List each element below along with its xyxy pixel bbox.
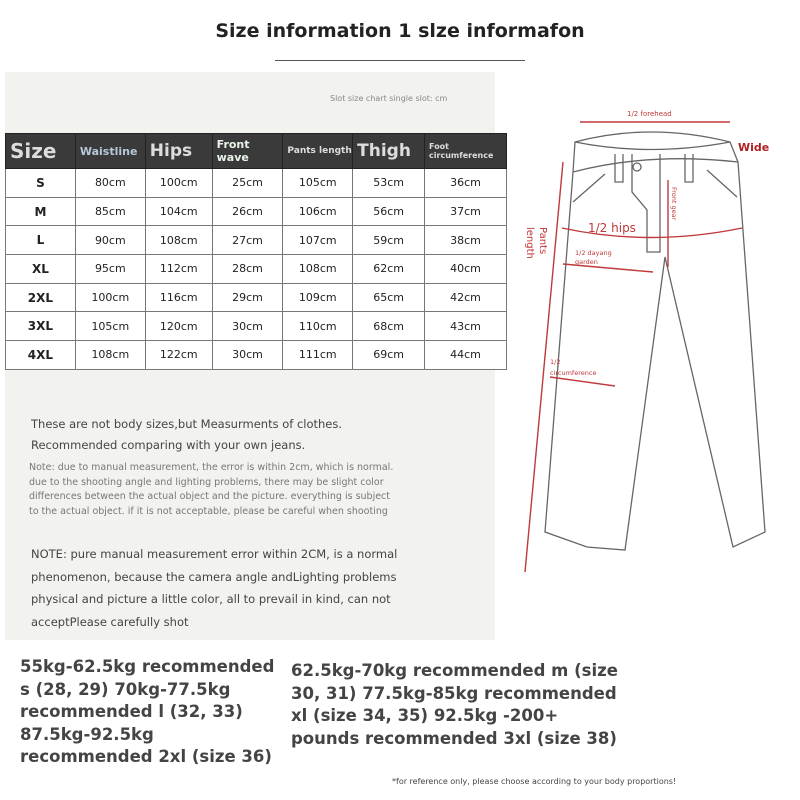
value-cell: 40cm: [425, 255, 507, 284]
size-cell: 4XL: [6, 341, 76, 370]
header-foot-circumference: Foot circumference: [425, 134, 507, 169]
value-cell: 62cm: [353, 255, 425, 284]
value-cell: 42cm: [425, 283, 507, 312]
footnote: *for reference only, please choose according to your body proportions!: [392, 777, 677, 786]
header-pants-length: Pants length: [283, 134, 353, 169]
value-cell: 36cm: [425, 169, 507, 198]
value-cell: 28cm: [212, 255, 283, 284]
value-cell: 26cm: [212, 197, 283, 226]
size-cell: XL: [6, 255, 76, 284]
table-row: [6, 169, 507, 198]
header-waistline: Waistline: [75, 134, 145, 169]
recommendation-right: 62.5kg-70kg recommended m (size 30, 31) 77.5kg-85kg recommended xl (size 34, 35) 92.5kg -200+ pounds recommended 3xl (size 38): [291, 661, 618, 748]
size-cell: L: [6, 226, 76, 255]
label-dayang-1: 1/2 dayang: [575, 249, 612, 257]
label-length: length: [524, 227, 535, 259]
title-divider: [275, 60, 525, 61]
page-title: Size information 1 slze informafon: [215, 20, 585, 42]
value-cell: 105cm: [283, 169, 353, 198]
recommendation-left: 55kg-62.5kg recommended s (28, 29) 70kg-77.5kg recommended l (32, 33) 87.5kg-92.5kg recommended 2xl (size 36): [20, 657, 275, 766]
value-cell: 110cm: [283, 312, 353, 341]
header-thigh: Thigh: [353, 134, 425, 169]
table-row: [6, 312, 507, 341]
english-note: NOTE: pure manual measurement error within 2CM, is a normal phenomenon, because the camera angle andLighting problems physical and picture a little color, all to prevail in kind, can not acceptPlease carefully shot: [31, 547, 398, 629]
value-cell: 100cm: [145, 169, 212, 198]
label-hips: 1/2 hips: [588, 221, 636, 235]
value-cell: 104cm: [145, 197, 212, 226]
size-cell: S: [6, 169, 76, 198]
value-cell: 29cm: [212, 283, 283, 312]
table-row: [6, 197, 507, 226]
value-cell: 80cm: [75, 169, 145, 198]
header-size: Size: [6, 134, 76, 169]
size-table: [5, 133, 507, 370]
value-cell: 95cm: [75, 255, 145, 284]
value-cell: 108cm: [145, 226, 212, 255]
value-cell: 27cm: [212, 226, 283, 255]
header-hips: Hips: [145, 134, 212, 169]
label-front-gear: Front gear: [670, 187, 678, 221]
note-line-2: Recommended comparing with your own jeans.: [31, 438, 306, 452]
value-cell: 107cm: [283, 226, 353, 255]
label-wide: Wide: [738, 141, 770, 154]
note-line-1: These are not body sizes,but Measurments of clothes.: [31, 417, 343, 431]
measure-lines: [525, 122, 742, 572]
value-cell: 43cm: [425, 312, 507, 341]
value-cell: 106cm: [283, 197, 353, 226]
size-cell: 2XL: [6, 283, 76, 312]
value-cell: 109cm: [283, 283, 353, 312]
value-cell: 25cm: [212, 169, 283, 198]
value-cell: 85cm: [75, 197, 145, 226]
value-cell: 108cm: [283, 255, 353, 284]
value-cell: 69cm: [353, 341, 425, 370]
manual-measurement-note: Note: due to manual measurement, the error is within 2cm, which is normal. due to the shooting angle and lighting problems, there may be slight color differences between the actual object and the picture. everything is subject to the actual object. if it is not acceptable, please be careful when shooting: [29, 462, 394, 517]
value-cell: 37cm: [425, 197, 507, 226]
header-front-wave: Front wave: [212, 134, 283, 169]
table-header: [6, 134, 507, 169]
value-cell: 116cm: [145, 283, 212, 312]
value-cell: 100cm: [75, 283, 145, 312]
value-cell: 65cm: [353, 283, 425, 312]
value-cell: 122cm: [145, 341, 212, 370]
value-cell: 112cm: [145, 255, 212, 284]
label-circ-1: 1/2: [550, 358, 561, 366]
value-cell: 30cm: [212, 341, 283, 370]
value-cell: 120cm: [145, 312, 212, 341]
pants-outline: [545, 132, 765, 550]
value-cell: 68cm: [353, 312, 425, 341]
value-cell: 56cm: [353, 197, 425, 226]
table-row: [6, 255, 507, 284]
label-pants: Pants: [537, 227, 548, 255]
value-cell: 53cm: [353, 169, 425, 198]
value-cell: 108cm: [75, 341, 145, 370]
table-row: [6, 226, 507, 255]
table-row: [6, 341, 507, 370]
size-cell: M: [6, 197, 76, 226]
value-cell: 44cm: [425, 341, 507, 370]
value-cell: 90cm: [75, 226, 145, 255]
label-dayang-2: garden: [575, 258, 598, 266]
value-cell: 38cm: [425, 226, 507, 255]
value-cell: 105cm: [75, 312, 145, 341]
measurement-note: [31, 414, 342, 456]
pants-diagram: [505, 92, 800, 652]
value-cell: 111cm: [283, 341, 353, 370]
value-cell: 30cm: [212, 312, 283, 341]
label-circ-2: circumference: [550, 369, 597, 377]
slot-note: Slot size chart single slot: cm: [330, 94, 448, 103]
label-forehead: 1/2 forehead: [627, 110, 672, 118]
size-cell: 3XL: [6, 312, 76, 341]
table-row: [6, 283, 507, 312]
value-cell: 59cm: [353, 226, 425, 255]
